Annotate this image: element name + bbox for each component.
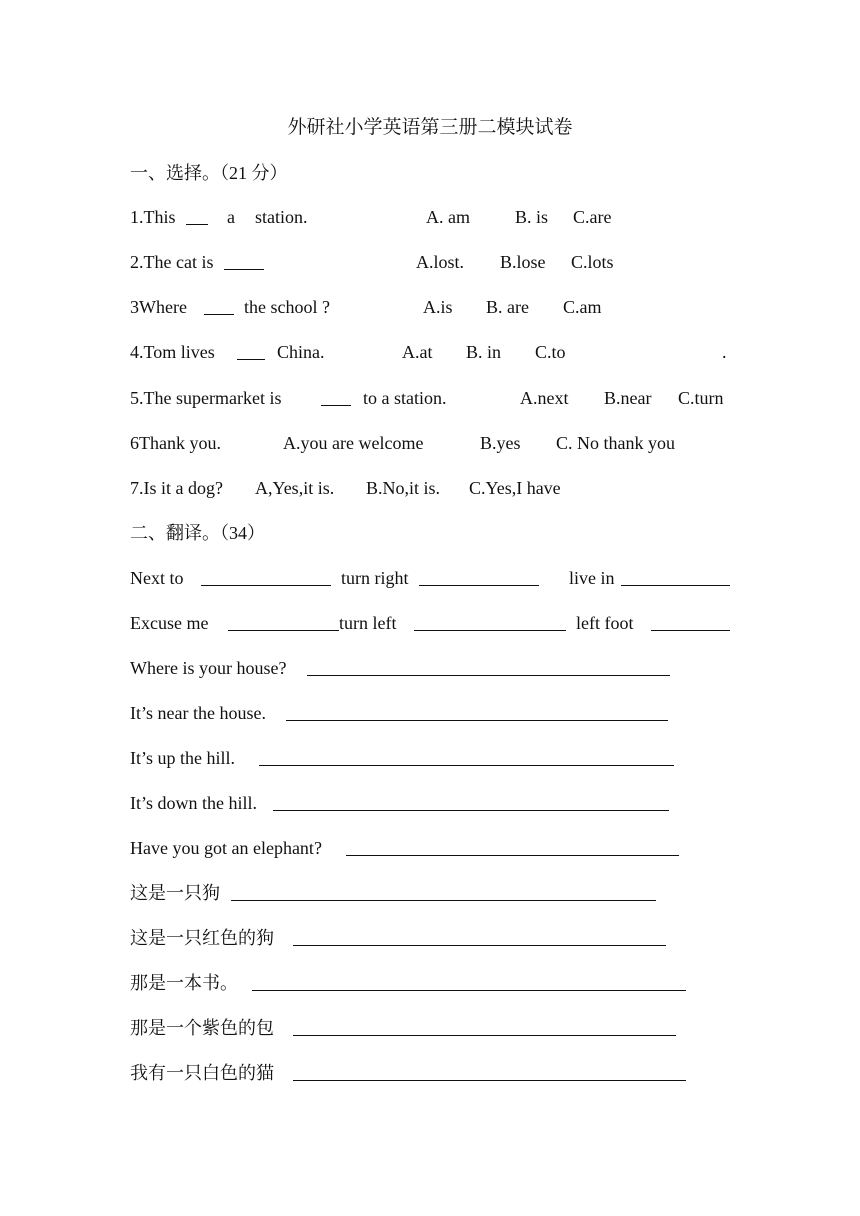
q2-option-a: A.lost.	[416, 252, 465, 272]
q5-stem-end: to a station.	[363, 388, 447, 408]
sentence-4-blank[interactable]	[273, 791, 669, 811]
sentence-5-blank[interactable]	[346, 836, 679, 856]
q1-option-b: B. is	[515, 207, 549, 227]
sentence-8-text: 那是一本书。	[130, 973, 238, 993]
section1-heading-text: 一、选择。（21 分）	[130, 163, 288, 183]
phrase-left-foot-blank[interactable]	[651, 611, 730, 631]
q7-stem: 7.Is it a dog?	[130, 478, 223, 498]
sentence-3-blank[interactable]	[259, 746, 674, 766]
q6-option-c: C. No thank you	[556, 433, 675, 453]
sentence-6-text: 这是一只狗	[130, 883, 220, 903]
q4-stem-end: China.	[277, 342, 325, 362]
sentence-2-text: It’s near the house.	[130, 703, 266, 723]
q2-stem-start: 2.The cat is	[130, 252, 214, 272]
sentence-3-text: It’s up the hill.	[130, 748, 235, 768]
q4-trailing-period: .	[722, 342, 727, 362]
sentence-5-text: Have you got an elephant?	[130, 838, 322, 858]
q4-stem-start: 4.Tom lives	[130, 342, 215, 362]
section2-heading-text: 二、翻译。（34）	[130, 523, 265, 543]
q6-option-b: B.yes	[480, 433, 521, 453]
sentence-1-text: Where is your house?	[130, 658, 287, 678]
phrase-excuse-me-blank[interactable]	[228, 611, 339, 631]
q4-option-b: B. in	[466, 342, 502, 362]
q4-option-c: C.to	[535, 342, 566, 362]
q3-stem-start: 3Where	[130, 297, 187, 317]
page-title: 外研社小学英语第三册二模块试卷	[287, 117, 573, 138]
q1-stem-end: station.	[255, 207, 308, 227]
phrase-turn-right: turn right	[341, 568, 409, 588]
phrase-next-to: Next to	[130, 568, 184, 588]
sentence-2-blank[interactable]	[286, 701, 668, 721]
q7-option-a: A,Yes,it is.	[255, 478, 335, 498]
phrase-excuse-me: Excuse me	[130, 613, 209, 633]
phrase-turn-left-blank[interactable]	[414, 611, 566, 631]
q1-answer-blank[interactable]	[186, 205, 208, 225]
phrase-left-foot: left foot	[576, 613, 634, 633]
q5-option-b: B.near	[604, 388, 652, 408]
q4-answer-blank[interactable]	[237, 340, 265, 360]
q1-stem-middle: a	[227, 207, 235, 227]
q3-stem-end: the school ?	[244, 297, 330, 317]
phrase-live-in-blank[interactable]	[621, 566, 730, 586]
q5-option-a: A.next	[520, 388, 569, 408]
sentence-4-text: It’s down the hill.	[130, 793, 257, 813]
q5-option-c: C.turn	[678, 388, 724, 408]
q7-option-c: C.Yes,I have	[469, 478, 561, 498]
sentence-10-blank[interactable]	[293, 1061, 686, 1081]
sentence-7-blank[interactable]	[293, 926, 666, 946]
q3-option-b: B. are	[486, 297, 529, 317]
q7-option-b: B.No,it is.	[366, 478, 441, 498]
sentence-1-blank[interactable]	[307, 656, 670, 676]
sentence-10-text: 我有一只白色的猫	[130, 1063, 274, 1083]
phrase-next-to-blank[interactable]	[201, 566, 331, 586]
q1-option-a: A. am	[426, 207, 470, 227]
q3-option-c: C.am	[563, 297, 602, 317]
q6-option-a: A.you are welcome	[283, 433, 424, 453]
sentence-8-blank[interactable]	[252, 971, 686, 991]
q2-option-c: C.lots	[571, 252, 614, 272]
q1-option-c: C.are	[573, 207, 612, 227]
q1-stem-start: 1.This	[130, 207, 176, 227]
sentence-9-text: 那是一个紫色的包	[130, 1018, 274, 1038]
q3-answer-blank[interactable]	[204, 295, 234, 315]
q6-stem: 6Thank you.	[130, 433, 221, 453]
q5-stem-start: 5.The supermarket is	[130, 388, 282, 408]
q3-option-a: A.is	[423, 297, 453, 317]
q4-option-a: A.at	[402, 342, 433, 362]
phrase-turn-left: turn left	[339, 613, 397, 633]
phrase-live-in: live in	[569, 568, 615, 588]
sentence-6-blank[interactable]	[231, 881, 656, 901]
phrase-turn-right-blank[interactable]	[419, 566, 539, 586]
sentence-7-text: 这是一只红色的狗	[130, 928, 274, 948]
q5-answer-blank[interactable]	[321, 386, 351, 406]
q2-answer-blank[interactable]	[224, 250, 264, 270]
q2-option-b: B.lose	[500, 252, 546, 272]
sentence-9-blank[interactable]	[293, 1016, 676, 1036]
